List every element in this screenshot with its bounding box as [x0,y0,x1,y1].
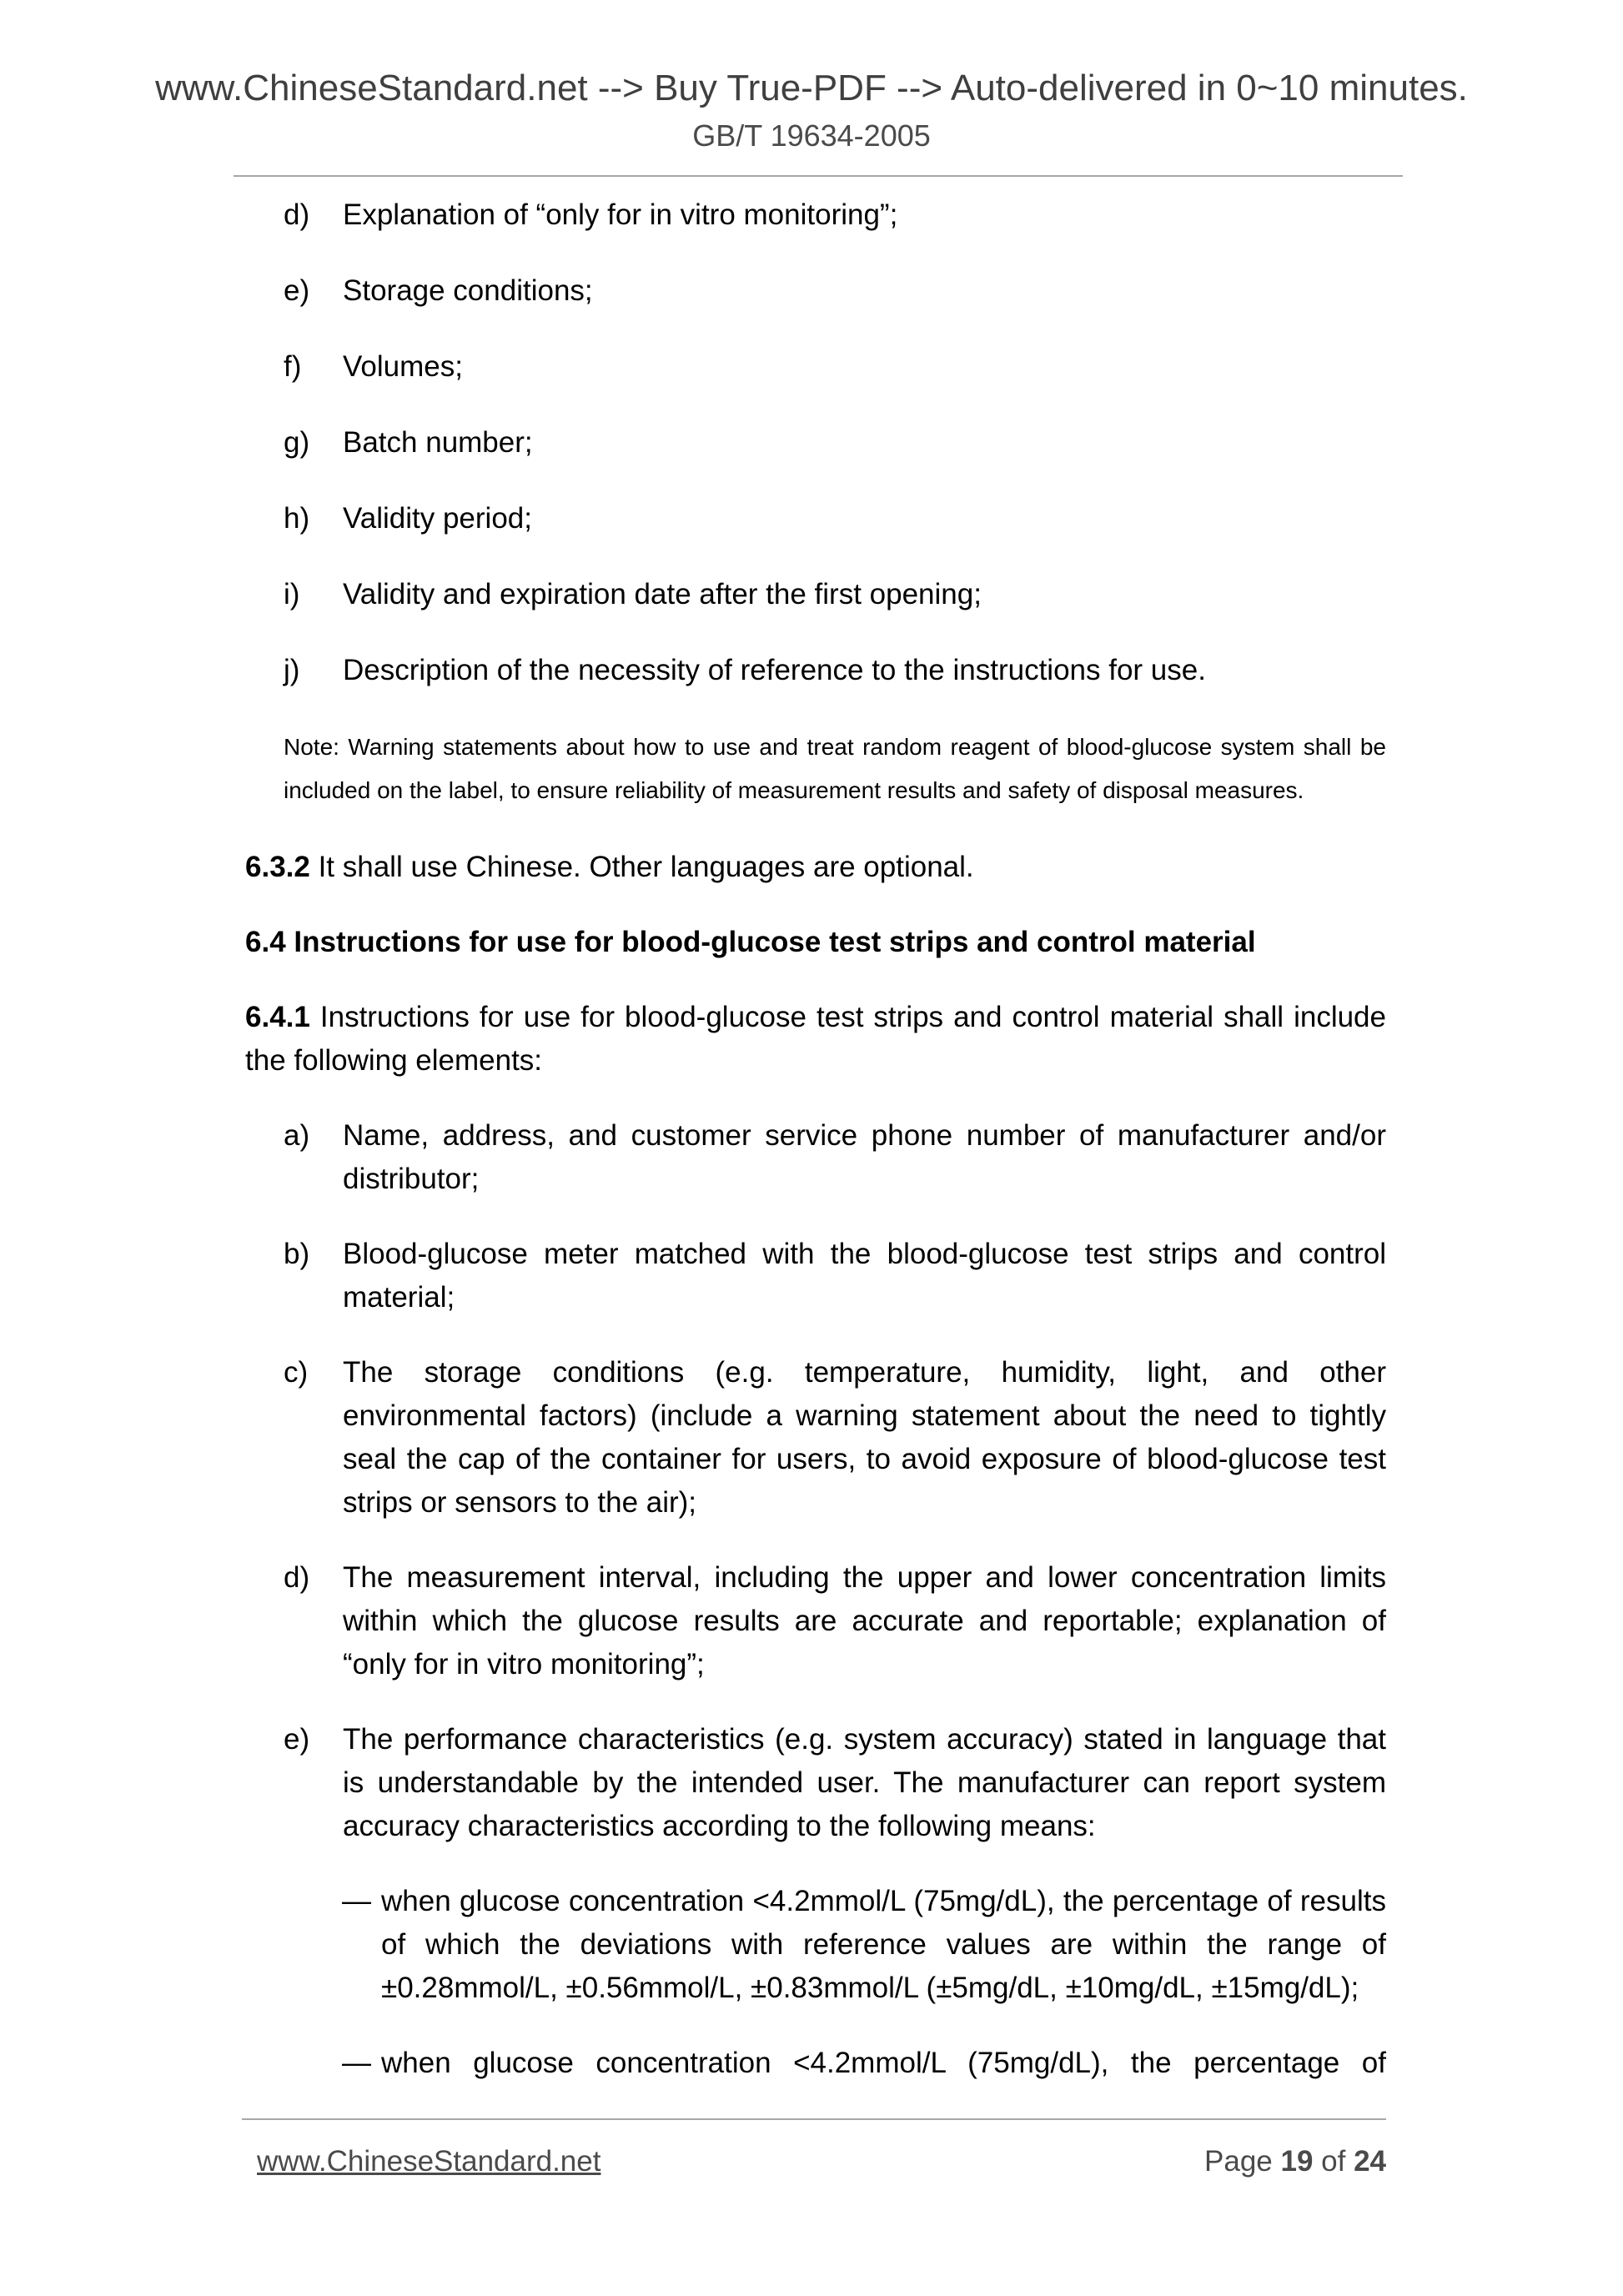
page-of: of [1313,2145,1354,2178]
list-item-text: Name, address, and customer service phone number of manufacturer and/or distributor; [343,1119,1386,1195]
list-item-label: d) [284,1561,310,1594]
footer-divider [242,2118,1386,2120]
standard-id: GB/T 19634-2005 [692,118,931,153]
list-item-text: Blood-glucose meter matched with the blood-glucose test strips and control material; [343,1238,1386,1314]
list-item [284,1351,1386,1525]
note-paragraph: Note: Warning statements about how to use and treat random reagent of blood-glucose system shall be included on the label, to ensure reliability of measurement results and safety of disposal measures. [284,734,1386,803]
list-item-text: Explanation of “only for in vitro monitoring”; [343,198,898,231]
list-item [284,193,1386,237]
clause-6-3-2 [245,846,1386,889]
list-item [284,1556,1386,1686]
list-item-label: h) [284,502,310,535]
list-item-label: e) [284,274,310,307]
list-item [284,269,1386,313]
list-item-text: Batch number; [343,426,533,459]
list-item-label: c) [284,1356,309,1389]
clause-number: 6.4.1 [245,1001,310,1033]
list-item-label: i) [284,578,300,610]
dash-item-text: when glucose concentration <4.2mmol/L (75mg/dL), the percentage of results of which the deviations with reference values are within the range of ±0.28mmol/L, ±0.56mmol/L, ±0.83mmol/L (±5mg/dL, ±10mg/dL, ±15mg/dL); [381,1885,1386,2004]
list-item [284,1114,1386,1201]
list-item-label: b) [284,1238,310,1270]
list-item [284,1718,1386,1848]
list-item-text: The performance characteristics (e.g. system accuracy) stated in language that is understandable by the intended user. The manufacturer can report system accuracy characteristics according to the following means: [343,1723,1386,1842]
list-item-label: d) [284,198,310,231]
clause-text: It shall use Chinese. Other languages are optional. [309,851,974,883]
list-item [284,573,1386,616]
header-divider [234,175,1403,177]
em-dash-bullet: — [342,1885,371,1917]
list-item-text: The measurement interval, including the upper and lower concentration limits within which the glucose results are accurate and reportable; explanation of “only for in vitro monitoring”; [343,1561,1386,1681]
list-item [284,649,1386,692]
list-item [284,421,1386,465]
em-dash-bullet: — [342,2047,371,2079]
list-item-text: Description of the necessity of reference to the instructions for use. [343,654,1206,686]
list-item-text: Storage conditions; [343,274,593,307]
header-banner: www.ChineseStandard.net --> Buy True-PDF --> Auto-delivered in 0~10 minutes. [155,68,1468,108]
list-item-text: Volumes; [343,350,463,383]
list-item-text: Validity period; [343,502,532,535]
dash-list-item [342,2042,1386,2085]
list-item-text: Validity and expiration date after the first opening; [343,578,982,610]
section-heading-6-4: 6.4 Instructions for use for blood-glucose test strips and control material [245,926,1256,958]
page-current: 19 [1280,2145,1314,2178]
list-item-label: j) [284,654,300,686]
clause-6-4-1 [245,996,1386,1083]
page-number [1204,2142,1386,2182]
list-item [284,497,1386,540]
list-item-label: f) [284,350,302,383]
dash-list-item [342,1880,1386,2010]
clause-number: 6.3.2 [245,851,310,883]
page-total: 24 [1354,2145,1386,2178]
list-item-label: g) [284,426,310,459]
dash-item-text: when glucose concentration <4.2mmol/L (75mg/dL), the percentage of [381,2047,1386,2079]
list-item [284,1233,1386,1319]
list-item-text: The storage conditions (e.g. temperature, humidity, light, and other environmental factors) (include a warning statement about the need to tightly seal the cap of the container for users, to avoid exposure of blood-glucose test strips or sensors to the air); [343,1356,1386,1519]
clause-text: Instructions for use for blood-glucose test strips and control material shall include the following elements: [245,1001,1386,1077]
list-item [284,345,1386,389]
footer-website-link[interactable]: www.ChineseStandard.net [257,2145,601,2178]
page-prefix: Page [1204,2145,1281,2178]
list-item-label: a) [284,1119,310,1152]
list-item-label: e) [284,1723,310,1756]
